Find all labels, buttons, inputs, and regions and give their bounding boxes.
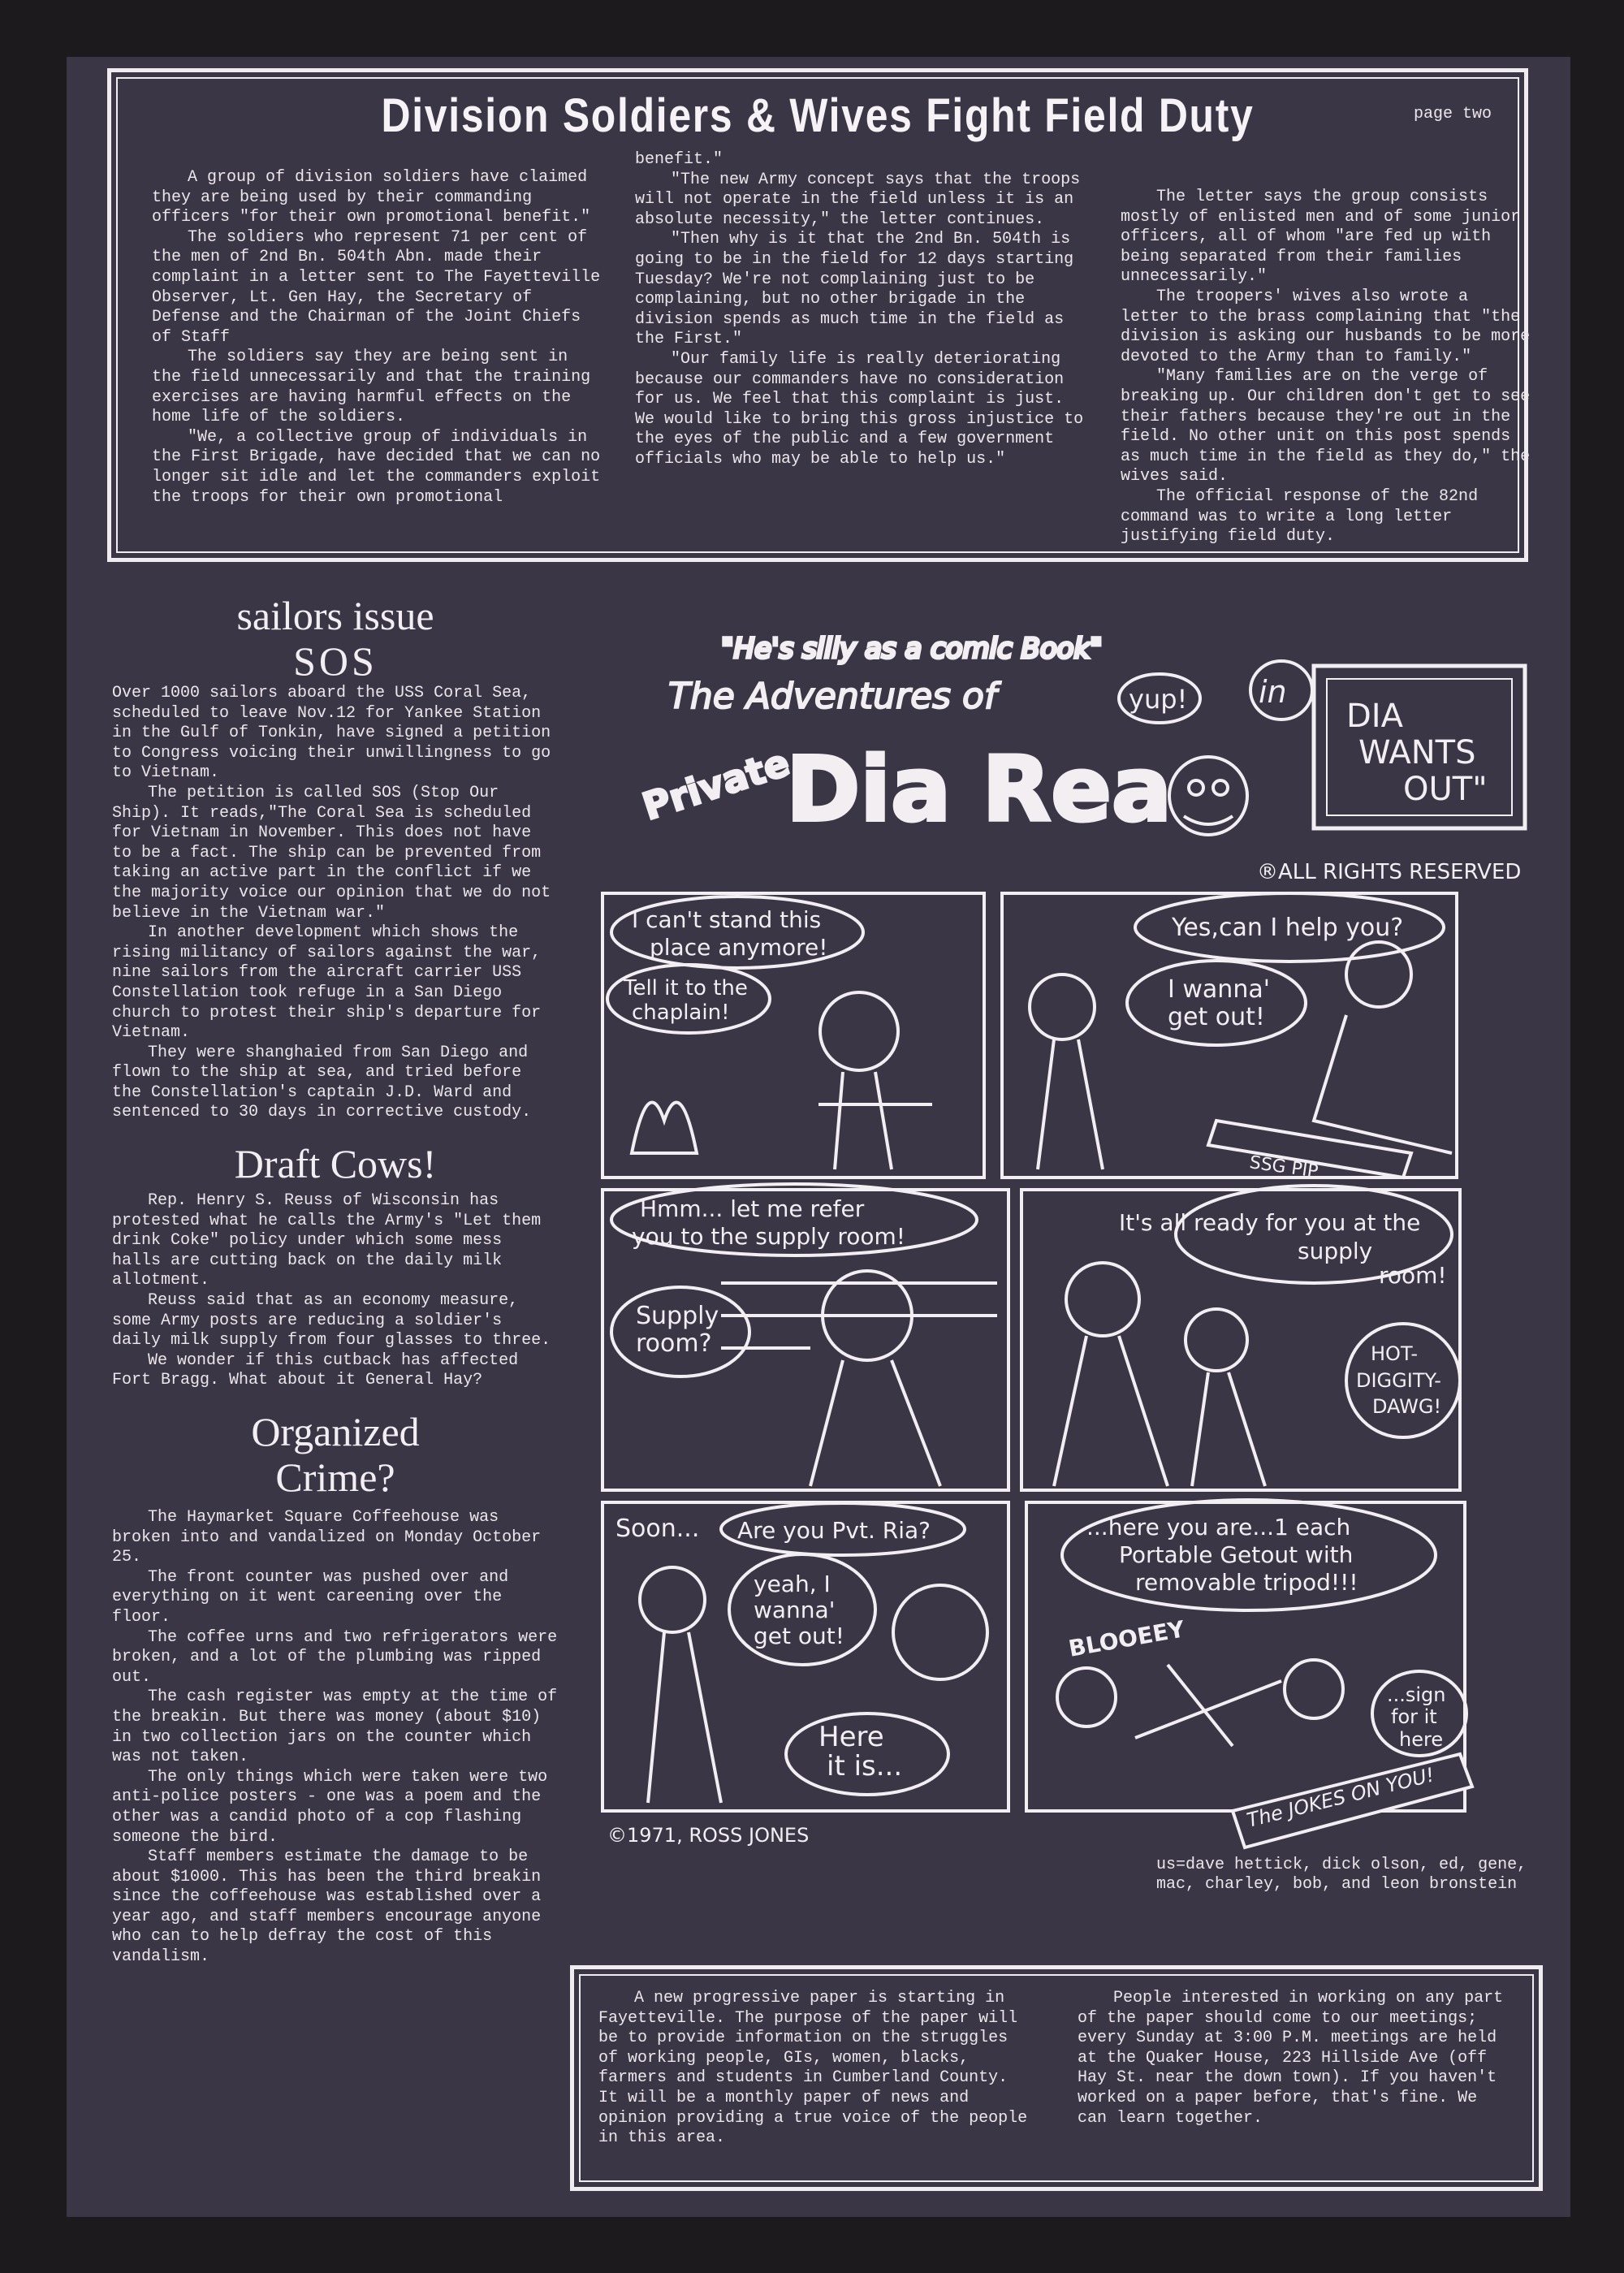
article-title: Draft Cows! [234, 1141, 437, 1187]
speech-bubble-text: Hmm... let me refer [640, 1195, 865, 1222]
speech-bubble-text: Tell it to the [624, 976, 748, 1000]
sailors-article [112, 593, 559, 1123]
paragraph: Over 1000 sailors aboard the USS Coral Sea, scheduled to leave Nov.12 for Yankee Station in the Gulf of Tonkin, have signed a petition to Congress voicing their unwillingness to go to Vietnam. [112, 684, 551, 783]
staff-credit: us=dave hettick, dick olson, ed, gene, mac, charley, bob, and leon bronstein [1156, 1856, 1527, 1894]
speech-bubble-text: It's all ready for you at the [1119, 1209, 1421, 1236]
speech-bubble-text: supply [1298, 1238, 1373, 1264]
announcement-box [570, 1965, 1543, 2191]
article-title-line: SOS [293, 638, 378, 684]
speech-bubble-text: get out! [1168, 1003, 1265, 1031]
speech-bubble-text: place anymore! [650, 934, 828, 961]
speech-bubble-text: room? [636, 1329, 712, 1358]
speech-bubble-text: get out! [754, 1623, 844, 1649]
top-article-column-3 [1121, 188, 1535, 547]
paragraph: A new progressive paper is starting in Fayetteville. The purpose of the paper will be to provide information on the struggles of working people, GIs, women, blacks, farmers and students in Cumberland County. It will be a monthly paper of news and opinion providing a true voice of the people in this area. [598, 1989, 1028, 2148]
speech-bubble-text: yeah, I [754, 1571, 831, 1597]
paragraph: The soldiers say they are being sent in the field unnecessarily and that the training exercises are having harmful effects on the home life of the soldiers. [152, 348, 591, 427]
sign-line: DIA [1346, 698, 1403, 735]
speech-bubble-text: removable tripod!!! [1135, 1569, 1358, 1596]
paragraph: benefit." [635, 150, 723, 169]
comic-title-private: Private [637, 740, 795, 829]
yup-text: yup! [1129, 684, 1188, 715]
speech-bubble-text: Are you Pvt. Ria? [737, 1517, 931, 1544]
rights-reserved: ®ALL RIGHTS RESERVED [1257, 860, 1522, 884]
banner-text: The JOKES ON YOU! [1244, 1763, 1437, 1832]
speech-bubble-text: I wanna' [1168, 975, 1270, 1004]
paragraph: The petition is called SOS (Stop Our Ship). It reads,"The Coral Sea is scheduled for Vietnam in November. This does not have to be a fact. The ship can be prevented from taking an active part in the conflict if we the majority voice our opinion that we do not believe in the Vietnam war." [112, 783, 551, 923]
paragraph: Staff members estimate the damage to be about $1000. This has been the third breakin since the coffeehouse was established over a year ago, and staff members encourage anyone who can to help defray the cost of this vandalism. [112, 1847, 542, 1967]
speech-bubble-text: for it [1391, 1705, 1437, 1728]
paragraph: "We, a collective group of individuals in the First Brigade, have decided that we can no longer sit idle and let the commanders exploit the troops for their own promotional [152, 427, 601, 507]
speech-bubble-text: I can't stand this [632, 906, 822, 933]
comic-drawing [599, 585, 1551, 1868]
comic-copyright: ©1971, ROSS JONES [607, 1824, 810, 1847]
paragraph: "The new Army concept says that the troops will not operate in the field unless it is an absolute necessity," the letter continues. [635, 170, 1081, 229]
speech-bubble-text: DIGGITY- [1356, 1369, 1441, 1392]
paragraph: "Then why is it that the 2nd Bn. 504th is going to be in the field for 12 days starting Tuesday? We're not complaining just to be complaining, but no other brigade in the division spends as much time in the field as the First." [635, 230, 1074, 349]
speech-bubble-text: Supply [636, 1302, 719, 1330]
paragraph: The coffee urns and two refrigerators were broken, and a lot of the plumbing was ripped out. [112, 1627, 558, 1687]
paragraph: The front counter was pushed over and everything on it went careening over the floor. [112, 1567, 509, 1627]
comic-tagline: "He's silly as a comic Book" [721, 633, 1103, 665]
speech-bubble-text: Portable Getout with [1119, 1541, 1354, 1568]
comic-title-name: Dia Rea [786, 737, 1173, 841]
paragraph: The official response of the 82nd command was to write a long letter justifying field duty. [1121, 486, 1479, 547]
desk-nameplate: SSG PIP [1248, 1152, 1320, 1182]
speech-bubble-text: ...here you are...1 each [1086, 1514, 1351, 1541]
top-article-column-1 [152, 168, 603, 508]
article-title-line: Crime? [275, 1454, 395, 1500]
page-label: page two [1413, 105, 1492, 123]
speech-bubble-text: Here [818, 1721, 884, 1753]
paragraph: The troopers' wives also wrote a letter to the brass complaining that "the division is asking our husbands to be more devoted to the Army than to family." [1121, 287, 1531, 366]
paragraph: The cash register was empty at the time of the breakin. But there was money (about $10) in two collection jars on the counter which was not taken. [112, 1687, 558, 1767]
paragraph: "Many families are on the verge of breaking up. Our children don't get to see their fathers because they're out in the field. No other unit on this post spends as much time in the field as they do," the wives said. [1121, 367, 1531, 486]
speech-bubble-text: wanna' [754, 1597, 836, 1623]
paragraph: They were shanghaied from San Diego and flown to the ship at sea, and tried before the Constellation's captain J.D. Ward and sentenced to 30 days in corrective custody. [112, 1043, 532, 1122]
speech-bubble-text: you to the supply room! [632, 1223, 905, 1250]
top-article-column-2 [635, 150, 1086, 470]
speech-bubble-text: HOT- [1371, 1342, 1419, 1365]
draft-cows-article [112, 1141, 559, 1391]
speech-bubble-text: DAWG! [1372, 1395, 1442, 1418]
sound-effect-text: BLOOEEY [1066, 1615, 1187, 1662]
paragraph: We wonder if this cutback has affected Fort Bragg. What about it General Hay? [112, 1350, 519, 1390]
paragraph: A group of division soldiers have claimed they are being used by their commanding officers "for their own promotional benefit." [152, 168, 591, 227]
speech-bubble-text: it is... [827, 1750, 903, 1783]
paragraph: The only things which were taken were two anti-police posters - one was a poem and the other was a candid photo of a cop flashing someone the bird. [112, 1767, 548, 1847]
announcement-column-2 [1078, 1989, 1516, 2128]
article-title-line: sailors issue [236, 593, 434, 638]
speech-bubble-text: chaplain! [632, 1000, 730, 1025]
paragraph: "Our family life is really deteriorating because our commanders have no consideration for us. We feel that this complaint is just. We would like to bring this gross injustice to the eyes of the public and a few government officials who may be able to help us." [635, 349, 1084, 469]
top-article-box [107, 68, 1531, 562]
sign-line: OUT" [1403, 771, 1488, 808]
paragraph: The letter says the group consists mostly of enlisted men and of some junior officers, all of whom "are fed up with being separated from their families unnecessarily." [1121, 188, 1521, 287]
in-text: in [1259, 674, 1287, 710]
caption-text: Soon... [615, 1515, 700, 1543]
paragraph: Rep. Henry S. Reuss of Wisconsin has protested what he calls the Army's "Let them drink Coke" policy under which some mess halls are cutting back on the daily milk allotment. [112, 1191, 542, 1290]
paragraph: People interested in working on any part of the paper should come to our meetings; every Sunday at 3:00 P.M. meetings are held at the Quaker House, 223 Hillside Ave (off Hay St. near the down town). If you haven't worked on a paper before, that's fine. We can learn together. [1078, 1989, 1504, 2128]
article-title-line: Organized [251, 1409, 420, 1454]
announcement-column-1 [598, 1989, 1029, 2149]
speech-bubble-text: here [1399, 1728, 1444, 1751]
comic-strip [599, 585, 1551, 1868]
speech-bubble-text: ...sign [1387, 1683, 1446, 1706]
speech-bubble-text: room! [1379, 1262, 1447, 1289]
paragraph: Reuss said that as an economy measure, some Army posts are reducing a soldier's daily milk supply from four glasses to three. [112, 1291, 551, 1350]
paragraph: The soldiers who represent 71 per cent of the men of 2nd Bn. 504th Abn. made their complaint in a letter sent to The Fayetteville Observer, Lt. Gen Hay, the Secretary of Defense and the Chairman of the Joint Chiefs of Staff [152, 227, 601, 347]
comic-title-top: The Adventures of [668, 676, 997, 717]
organized-crime-article [112, 1409, 559, 1968]
headline: Division Soldiers & Wives Fight Field Duty [381, 89, 1255, 142]
newspaper-page [67, 57, 1570, 2217]
sign-line: WANTS [1358, 734, 1476, 771]
paragraph: In another development which shows the rising militancy of sailors against the war, nine sailors from the aircraft carrier USS Constellation took refuge in a San Diego church to protest their ship's departure for Vietnam. [112, 923, 542, 1043]
paragraph: The Haymarket Square Coffeehouse was broken into and vandalized on Monday October 25. [112, 1508, 542, 1567]
left-column [112, 593, 559, 1986]
speech-bubble-text: Yes,can I help you? [1172, 914, 1404, 942]
